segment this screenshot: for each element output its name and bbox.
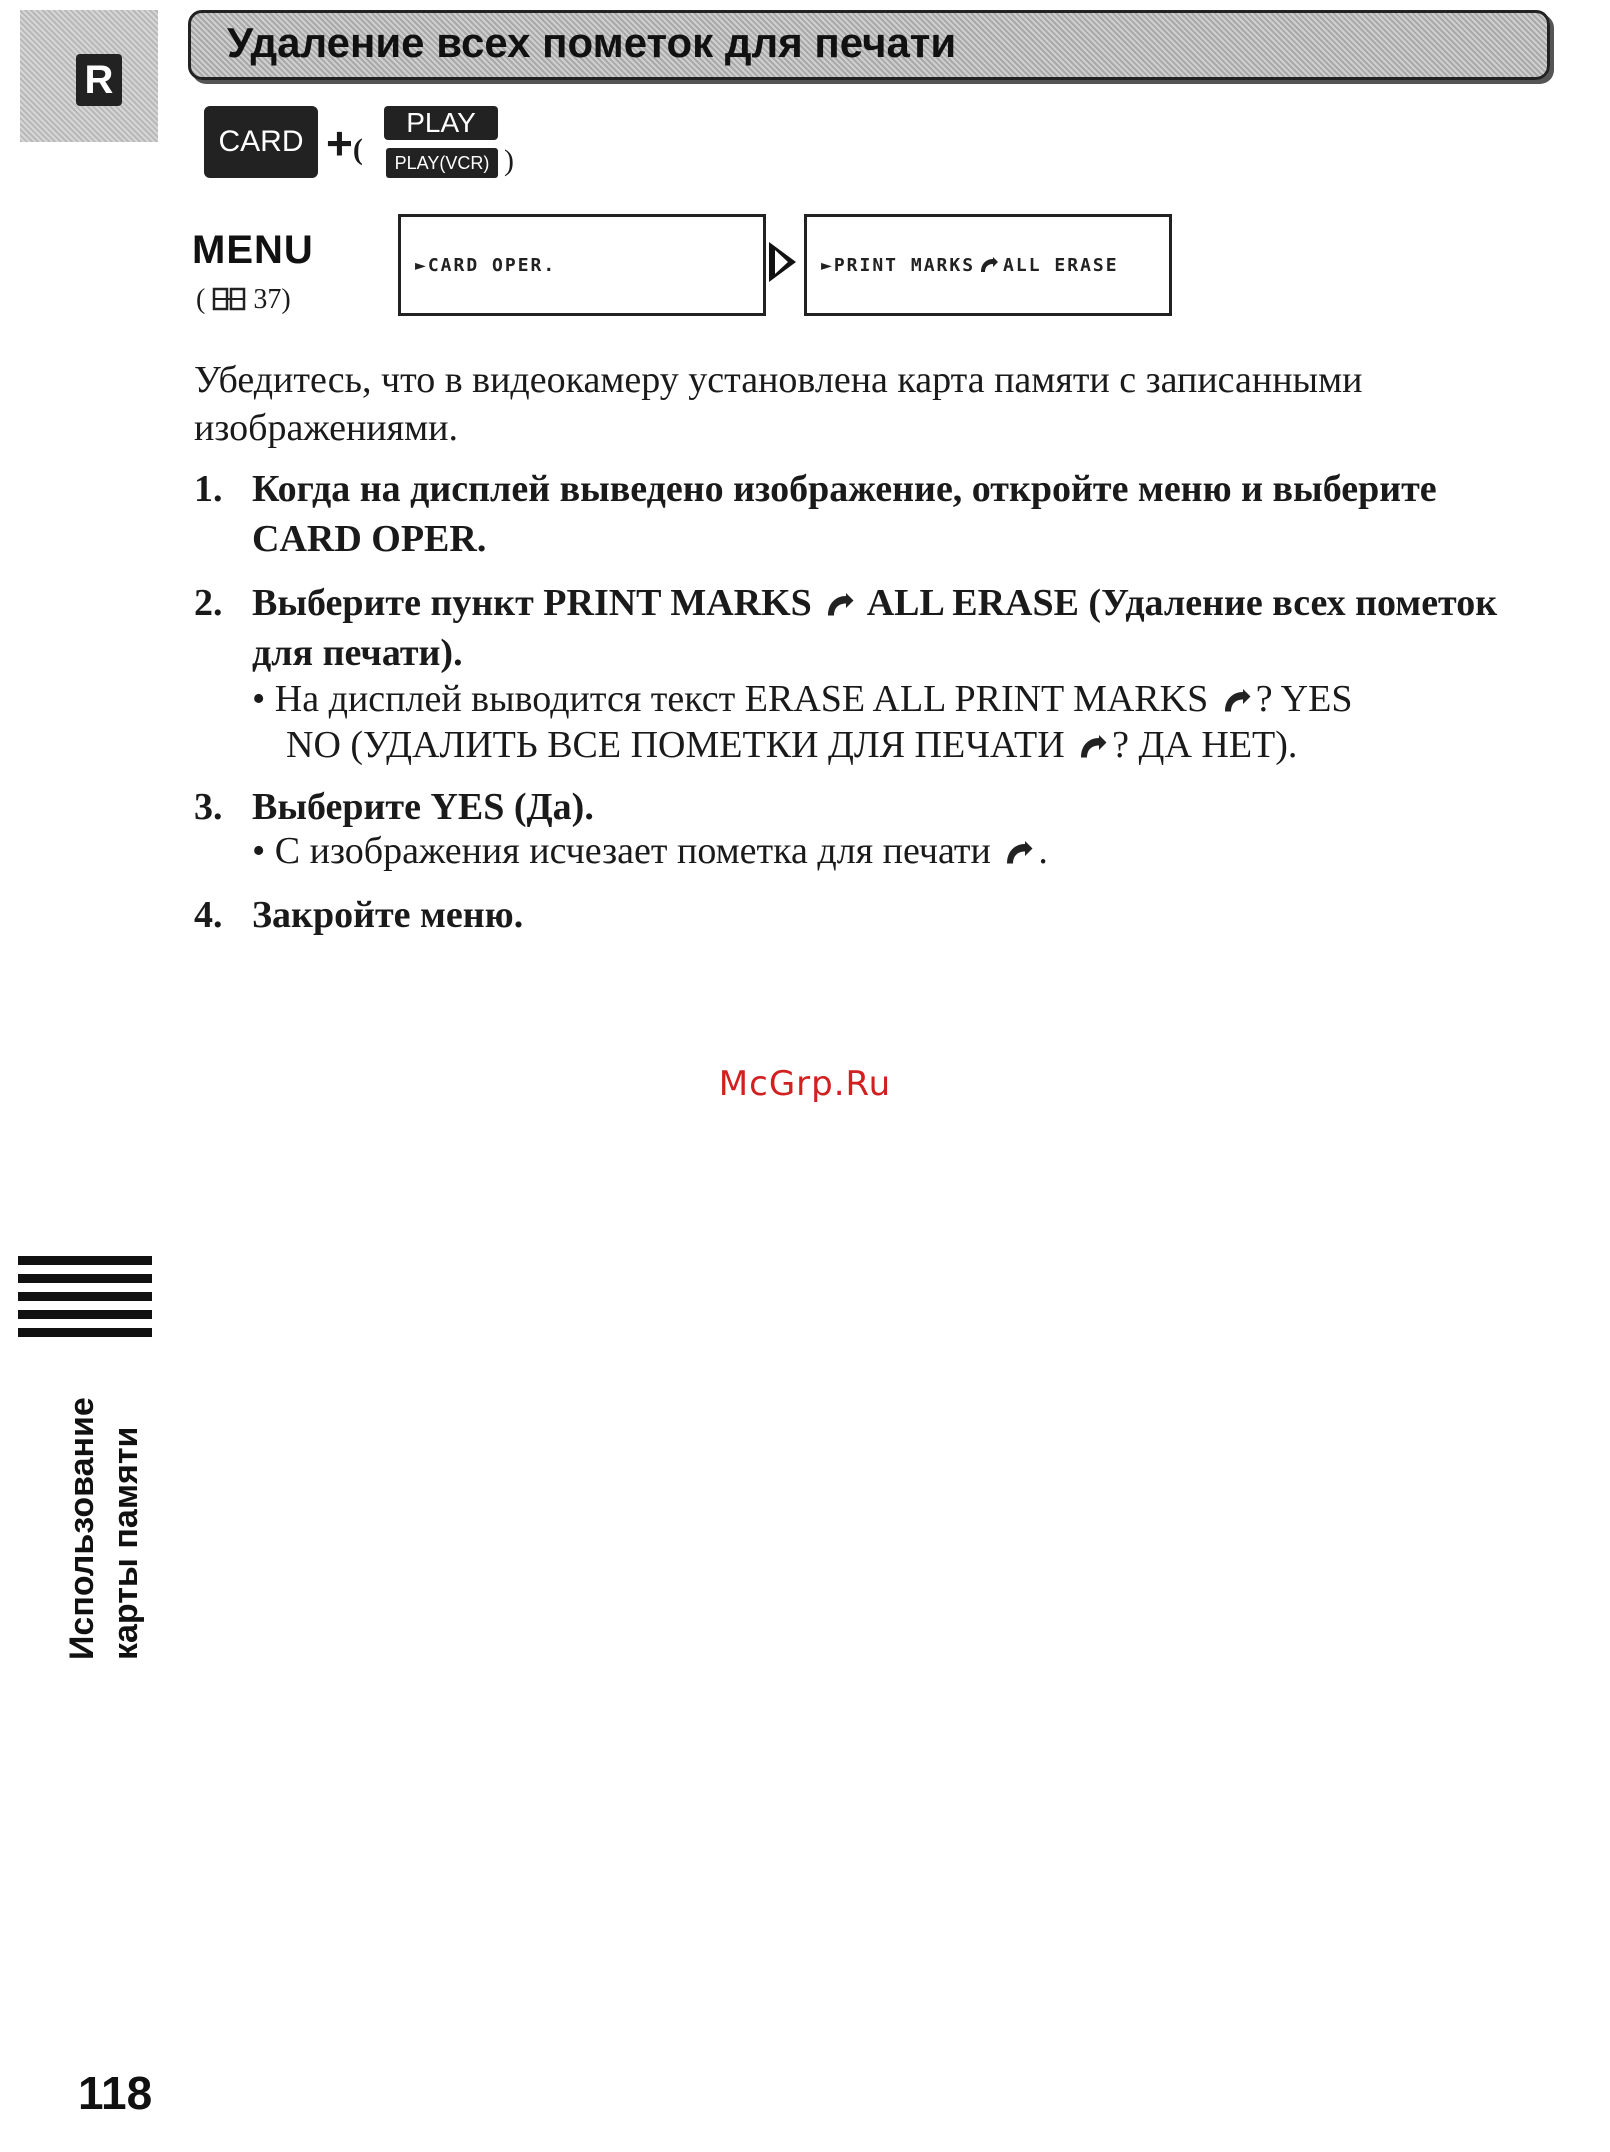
ref-page: 37 <box>253 284 282 315</box>
bullet-text-d: ? ДА НЕТ). <box>1112 724 1298 766</box>
step-2 <box>194 578 1564 682</box>
ref-open: ( <box>196 284 206 315</box>
section-tab-label <box>60 1220 160 1660</box>
step-1 <box>194 464 1564 568</box>
play-vcr-button-icon: PLAY(VCR) <box>386 148 498 178</box>
play-button-icon: PLAY <box>384 106 498 140</box>
menu-screen-print-marks <box>804 214 1172 316</box>
menu-screen-1-text: ►CARD OPER. <box>415 255 557 276</box>
step-2-text-b: ALL ERASE (Удаление всех пометок для печати). <box>252 582 1498 674</box>
section-title-banner <box>188 10 1550 80</box>
section-tab-line-1: Использование <box>63 1397 101 1660</box>
open-paren: ( <box>352 133 363 166</box>
watermark-link[interactable]: McGrp.Ru <box>718 1064 892 1104</box>
section-tab-line-2: карты памяти <box>107 1426 145 1660</box>
step-text: Когда на дисплей выведено изображение, откройте меню и выберите CARD OPER. <box>252 468 1437 560</box>
next-arrow-icon <box>766 238 800 286</box>
page-title: Удаление всех пометок для печати <box>227 19 957 66</box>
step-3-bullet <box>252 828 1572 874</box>
page-number: 118 <box>78 2067 153 2119</box>
step-number: 1. <box>194 468 223 510</box>
print-mark-icon <box>1078 735 1108 759</box>
bullet-text-a: • С изображения исчезает пометка для печати <box>252 830 991 872</box>
intro-paragraph: Убедитесь, что в видеокамеру установлена карта памяти с записанными изображениями. <box>194 359 1363 449</box>
bullet-text-b: ? YES <box>1255 678 1353 720</box>
menu-screen-2-a: ►PRINT MARKS <box>821 255 976 276</box>
step-text: Закройте меню. <box>252 894 524 936</box>
bullet-text-c: NO (УДАЛИТЬ ВСЕ ПОМЕТКИ ДЛЯ ПЕЧАТИ <box>286 724 1065 766</box>
language-tab <box>20 10 158 142</box>
step-text: Выберите YES (Да). <box>252 786 594 828</box>
step-number: 4. <box>194 894 223 936</box>
print-mark-icon <box>1222 689 1252 713</box>
step-number: 2. <box>194 582 223 624</box>
menu-screen-card-oper <box>398 214 766 316</box>
menu-page-reference <box>196 284 291 316</box>
ref-close: ) <box>281 284 291 315</box>
bullet-text-b: . <box>1038 830 1048 872</box>
step-number: 3. <box>194 786 223 828</box>
print-mark-icon <box>825 593 855 617</box>
book-icon <box>212 285 246 311</box>
menu-screen-2-b: ALL ERASE <box>1003 255 1119 276</box>
card-button-icon: CARD <box>204 106 318 178</box>
menu-screen-2-text <box>821 255 1119 276</box>
plus-text: + <box>326 117 353 169</box>
print-mark-icon <box>979 257 999 273</box>
language-letter: R <box>76 54 122 106</box>
step-2-bullet <box>252 676 1572 768</box>
step-3 <box>194 782 1564 832</box>
step-2-text-a: Выберите пункт PRINT MARKS <box>252 582 812 624</box>
plus-sign <box>326 116 363 170</box>
print-mark-icon <box>1004 841 1034 865</box>
menu-label: MENU <box>192 228 314 272</box>
step-text <box>252 578 1552 678</box>
close-paren: ) <box>504 144 514 177</box>
step-4 <box>194 890 1564 940</box>
bullet-text-a: • На дисплей выводится текст ERASE ALL PRINT MARKS <box>252 678 1209 720</box>
